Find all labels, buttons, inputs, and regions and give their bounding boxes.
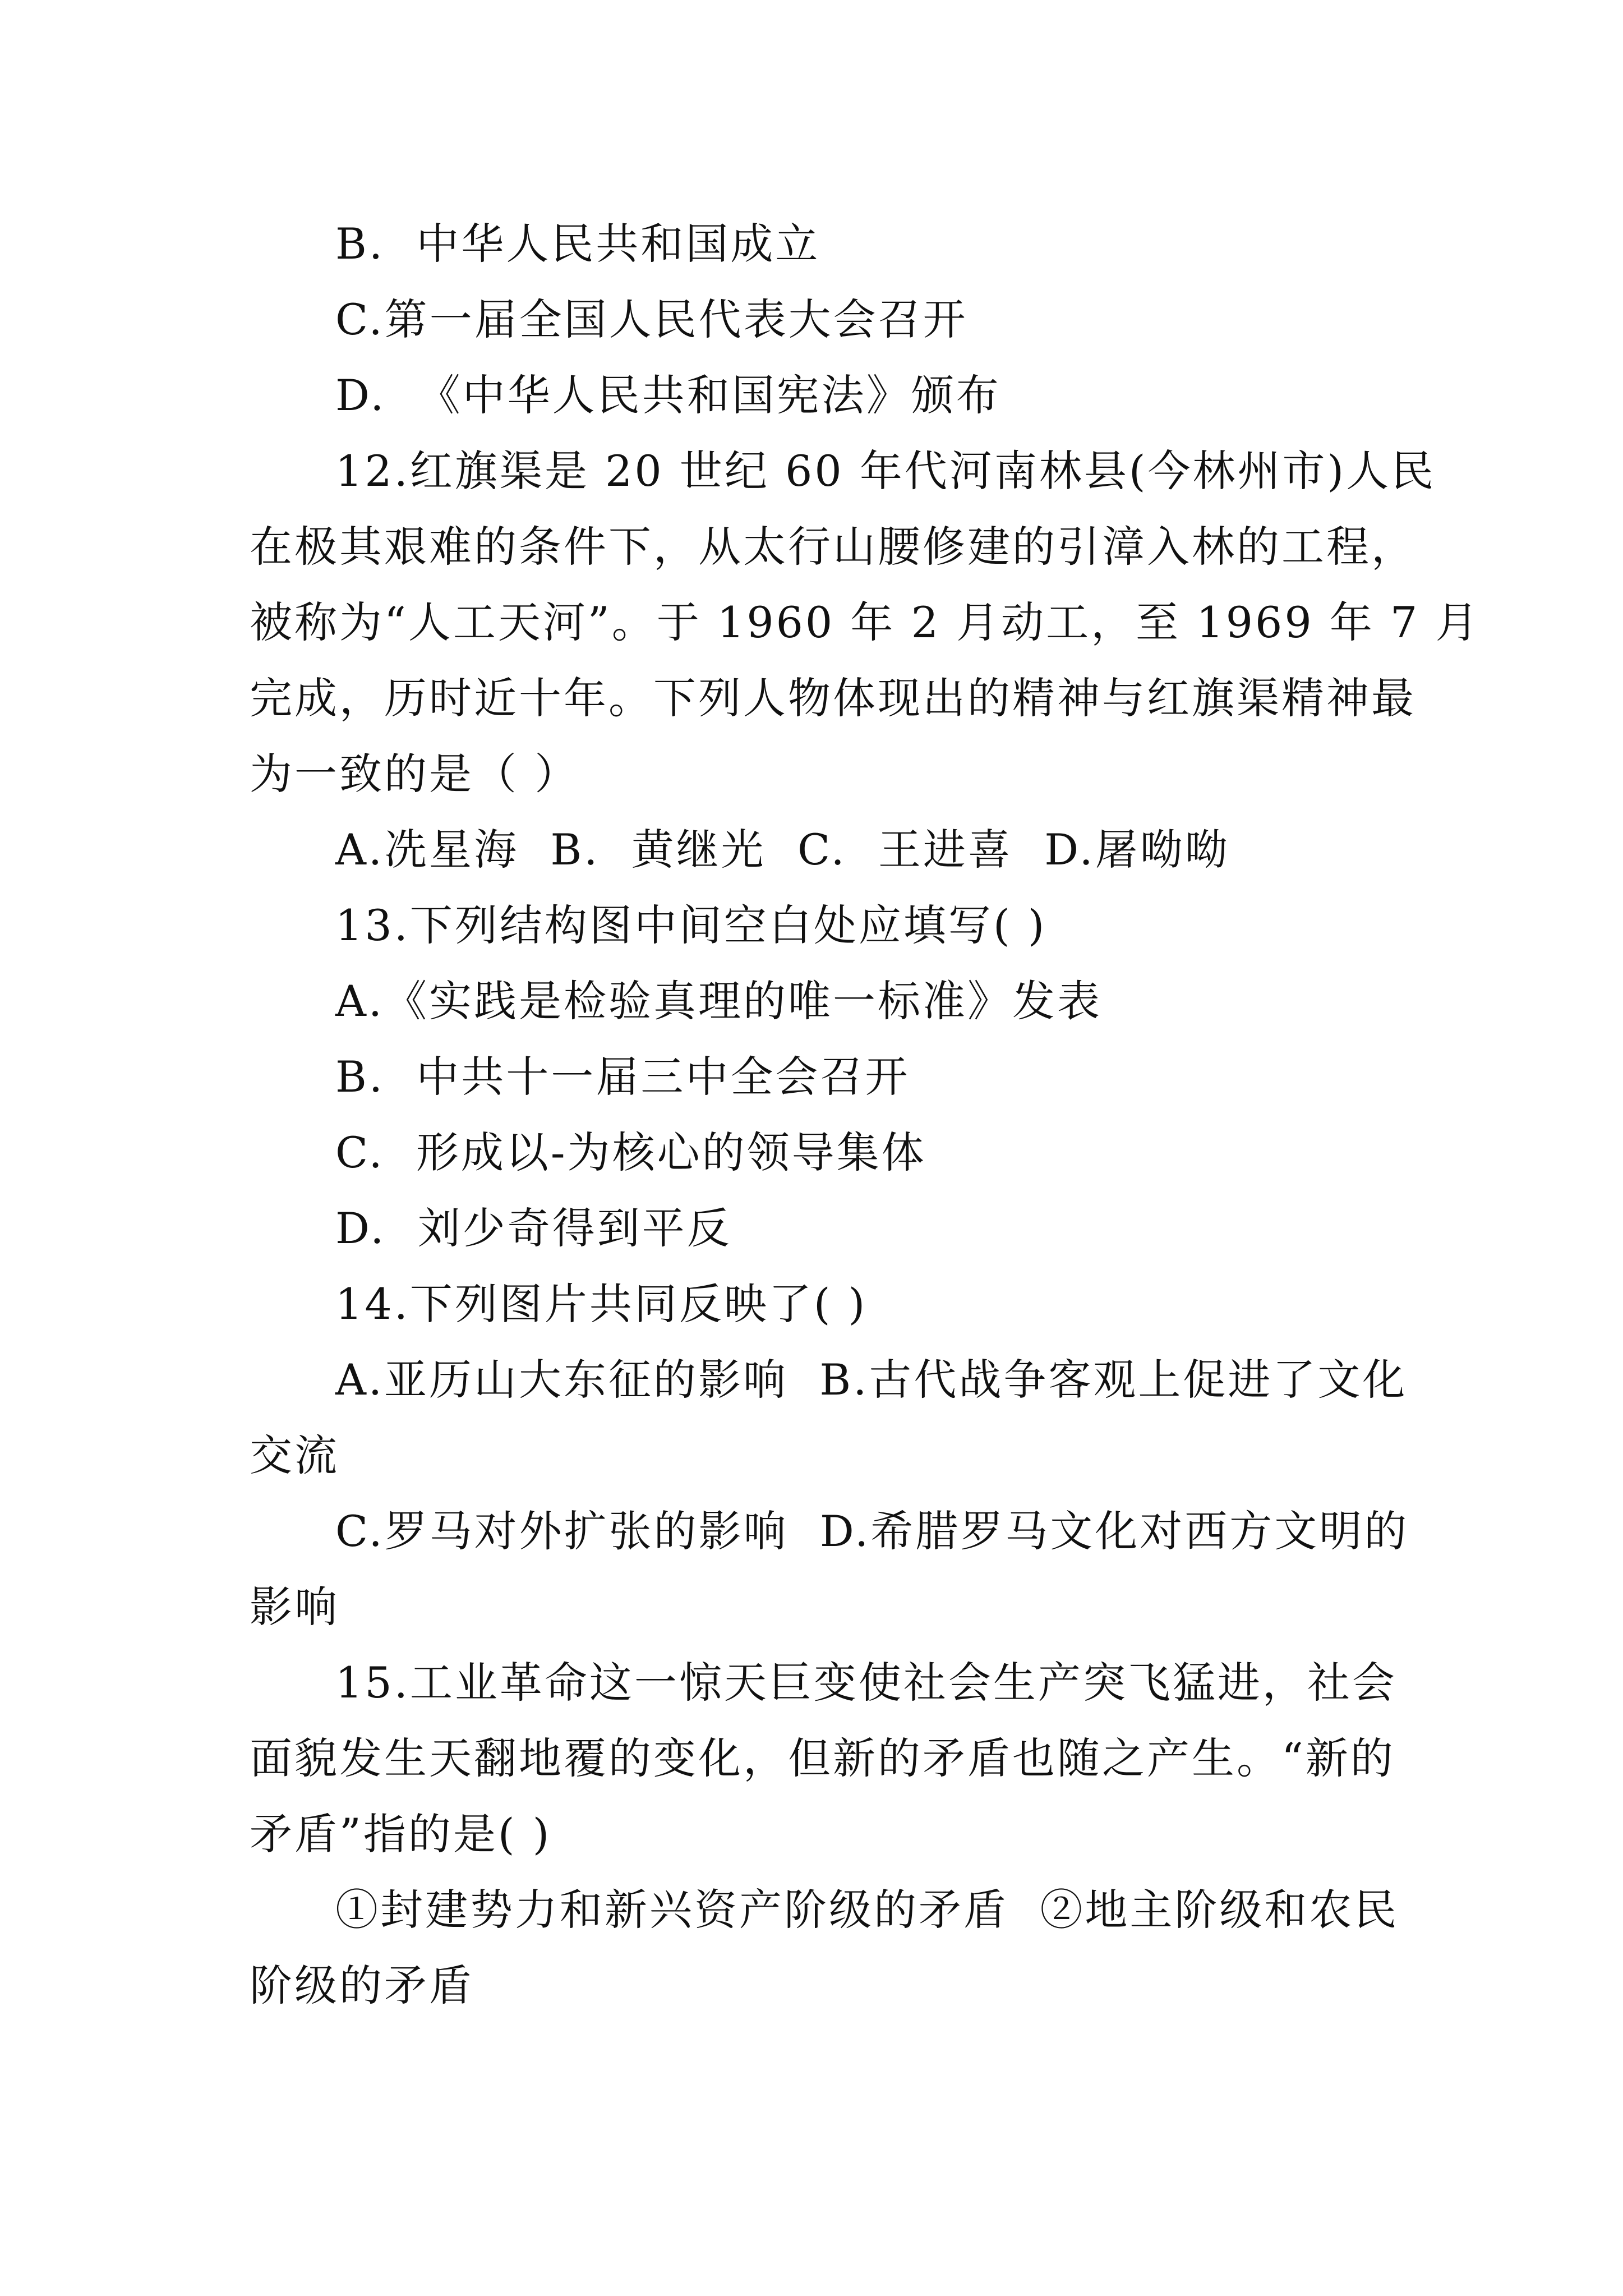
question-14-options-2-cont: 影响 <box>250 1582 339 1632</box>
question-15-choices-1: ①封建势力和新兴资产阶级的矛盾 ②地主阶级和农民 <box>335 1885 1399 1935</box>
option-c-line: C.第一届全国人民代表大会召开 <box>335 295 968 344</box>
question-12-line-2: 在极其艰难的条件下，从太行山腰修建的引漳入林的工程， <box>250 522 1416 572</box>
option-d-line: D. 《中华人民共和国宪法》颁布 <box>335 370 1001 420</box>
question-15-line-3: 矛盾”指的是( ) <box>250 1809 552 1859</box>
question-12-line-3: 被称为“人工天河”。于 1960 年 2 月动工，至 1969 年 7 月 <box>250 597 1481 647</box>
question-13-option-c: C. 形成以-为核心的领导集体 <box>335 1128 926 1177</box>
question-13-line: 13.下列结构图中间空白处应填写( ) <box>335 900 1047 950</box>
question-14-options-2: C.罗马对外扩张的影响 D.希腊罗马文化对西方文明的 <box>335 1506 1409 1556</box>
question-14-options-1: A.亚历山大东征的影响 B.古代战争客观上促进了文化 <box>335 1355 1408 1405</box>
question-15-choices-1-cont: 阶级的矛盾 <box>250 1961 474 2010</box>
question-13-option-b: B. 中共十一届三中全会召开 <box>335 1052 910 1102</box>
question-14-options-1-cont: 交流 <box>250 1430 339 1480</box>
question-13-option-d: D. 刘少奇得到平反 <box>335 1203 732 1253</box>
question-15-line-2: 面貌发生天翻地覆的变化，但新的矛盾也随之产生。“新的 <box>250 1733 1395 1783</box>
question-12-line-1: 12.红旗渠是 20 世纪 60 年代河南林县(今林州市)人民 <box>335 446 1436 496</box>
question-12-line-4: 完成，历时近十年。下列人物体现出的精神与红旗渠精神最 <box>250 673 1416 723</box>
question-14-line: 14.下列图片共同反映了( ) <box>335 1279 868 1329</box>
question-15-line-1: 15.工业革命这一惊天巨变使社会生产突飞猛进，社会 <box>335 1658 1397 1708</box>
question-12-options: A.冼星海 B. 黄继光 C. 王进喜 D.屠呦呦 <box>335 825 1230 875</box>
option-b-line: B. 中华人民共和国成立 <box>335 219 820 269</box>
question-12-line-5: 为一致的是（ ） <box>250 749 580 799</box>
question-13-option-a: A.《实践是检验真理的唯一标准》发表 <box>335 976 1103 1026</box>
